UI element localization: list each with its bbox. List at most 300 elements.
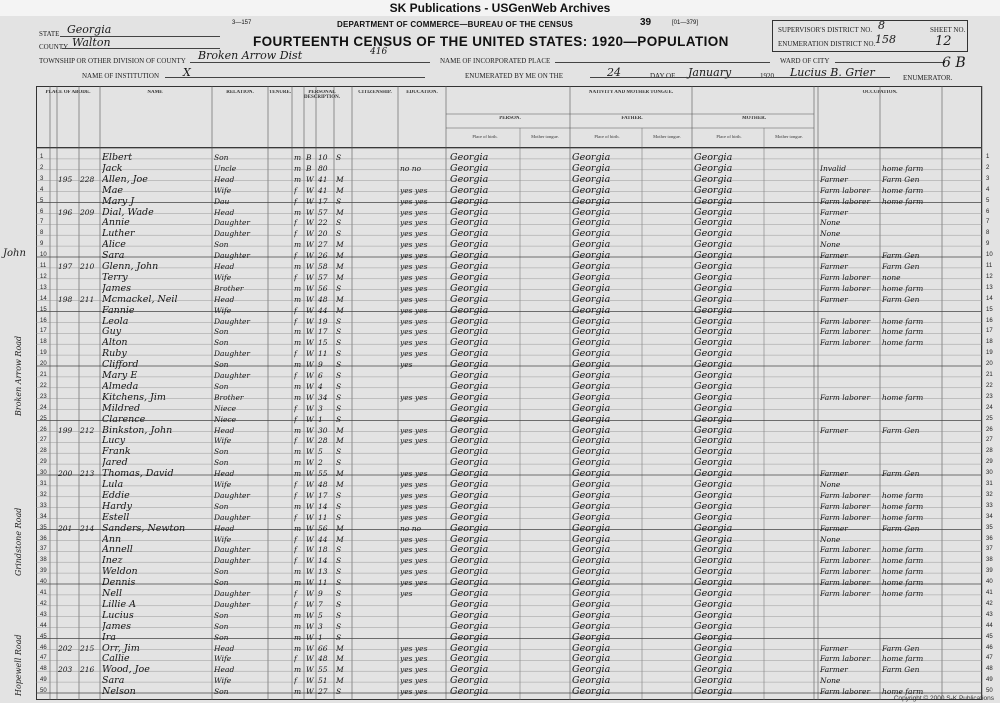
row-number-right: 49	[986, 677, 993, 684]
cell-dw: 203	[58, 665, 73, 675]
cell-race: W	[306, 687, 314, 697]
cell-sex: f	[294, 436, 297, 446]
cell-race: W	[306, 283, 314, 293]
cell-mbirth: Georgia	[694, 261, 733, 272]
cell-name: Lula	[102, 479, 124, 490]
cell-birth: Georgia	[450, 500, 489, 512]
row-number: 24	[40, 404, 47, 411]
cell-age: 3	[318, 403, 323, 413]
cell-race: B	[306, 153, 312, 162]
cell-fbirth: Georgia	[572, 315, 611, 327]
cell-birth: Georgia	[450, 326, 489, 338]
cell-ed: yes yes	[400, 294, 428, 304]
cell-race: W	[306, 436, 314, 446]
row-number: 14	[40, 295, 47, 302]
cell-age: 11	[318, 512, 328, 522]
cell-mbirth: Georgia	[694, 315, 733, 327]
cell-sex: f	[294, 196, 297, 206]
cell-name: James	[102, 620, 131, 632]
cell-age: 9	[318, 589, 323, 598]
cell-race: W	[306, 458, 314, 468]
cell-occ: None	[820, 240, 841, 250]
supervisor-value: 8	[878, 19, 885, 32]
header-person-tongue: Mother tongue.	[531, 134, 559, 139]
cell-fbirth: Georgia	[572, 184, 611, 196]
cell-ed: yes yes	[400, 327, 428, 337]
cell-ms: S	[336, 360, 342, 370]
cell-age: 58	[318, 262, 328, 271]
cell-occ: Farm laborer	[820, 490, 871, 500]
cell-sex: f	[294, 545, 297, 555]
cell-ms: S	[336, 545, 342, 555]
township-value: Broken Arrow Dist	[198, 49, 303, 62]
cell-rel: Son	[214, 360, 229, 370]
cell-name: Weldon	[102, 566, 138, 578]
cell-birth: Georgia	[450, 489, 489, 501]
cell-age: 66	[318, 643, 328, 653]
cell-ms: M	[336, 534, 344, 544]
row-number: 43	[40, 611, 47, 618]
cell-birth: Georgia	[450, 413, 489, 425]
row-number: 1	[40, 154, 44, 160]
header-education: EDUCATION.	[406, 90, 438, 95]
row-number: 19	[40, 350, 47, 357]
row-number-right: 14	[986, 295, 993, 302]
cell-fbirth: Georgia	[572, 217, 611, 229]
cell-rel: Daughter	[214, 589, 250, 598]
cell-ms: S	[336, 283, 342, 293]
cell-age: 55	[318, 665, 328, 675]
cell-ed: yes yes	[400, 196, 428, 206]
cell-fbirth: Georgia	[572, 577, 611, 589]
cell-name: Clarence	[102, 413, 146, 425]
cell-ms: M	[336, 436, 344, 446]
cell-mbirth: Georgia	[694, 446, 733, 458]
cell-age: 5	[318, 610, 323, 620]
cell-birth: Georgia	[450, 468, 489, 480]
enum-year: 1920.	[760, 72, 776, 80]
header-nativity: NATIVITY AND MOTHER TONGUE.	[588, 90, 674, 95]
cell-fbirth: Georgia	[572, 511, 611, 523]
cell-birth: Georgia	[450, 293, 489, 305]
cell-birth: Georgia	[450, 533, 489, 545]
sheet-letter: 6 B	[942, 55, 966, 71]
cell-age: 48	[318, 654, 328, 664]
row-number-right: 47	[986, 655, 993, 662]
cell-occ: Farm laborer	[820, 512, 871, 522]
cell-mbirth: Georgia	[694, 522, 733, 534]
form-number: 3—157	[232, 20, 252, 26]
cell-name: Annie	[102, 217, 130, 229]
cell-rel: Daughter	[214, 251, 250, 261]
cell-ind: home farm	[882, 567, 924, 577]
cell-mbirth: Georgia	[694, 304, 733, 316]
header-citizenship: CITIZENSHIP.	[358, 90, 392, 95]
cell-age: 30	[318, 425, 328, 435]
cell-race: W	[306, 567, 314, 577]
cell-fbirth: Georgia	[572, 424, 611, 436]
cell-mbirth: Georgia	[694, 250, 733, 262]
cell-race: W	[306, 534, 314, 544]
cell-fam: 210	[80, 262, 95, 271]
cell-sex: f	[294, 480, 297, 489]
cell-birth: Georgia	[450, 522, 489, 534]
cell-race: W	[306, 578, 314, 588]
cell-ed: yes yes	[400, 578, 428, 588]
cell-ms: S	[336, 349, 342, 359]
cell-age: 9	[318, 360, 323, 370]
cell-name: Orr, Jim	[102, 642, 140, 654]
row-number-right: 9	[986, 241, 990, 248]
cell-ms: S	[336, 687, 342, 697]
row-number: 38	[40, 557, 47, 564]
cell-ind: Farm Gen	[882, 174, 920, 184]
cell-age: 56	[318, 523, 328, 533]
cell-name: Almeda	[102, 380, 139, 392]
cell-ms: S	[336, 381, 342, 391]
cell-ed: yes yes	[400, 676, 428, 686]
row-number-right: 43	[986, 611, 993, 618]
cell-rel: Daughter	[214, 512, 250, 522]
cell-mbirth: Georgia	[694, 239, 733, 251]
cell-name: Estell	[102, 511, 130, 523]
cell-rel: Daughter	[214, 599, 250, 609]
cell-rel: Head	[214, 207, 235, 217]
cell-fbirth: Georgia	[572, 620, 611, 632]
cell-ind: home farm	[882, 556, 924, 566]
cell-occ: None	[820, 676, 841, 686]
row-number-right: 23	[986, 393, 993, 400]
cell-ind: home farm	[882, 196, 924, 206]
cell-ms: S	[336, 458, 342, 468]
cell-mbirth: Georgia	[694, 293, 733, 305]
cell-mbirth: Georgia	[694, 184, 733, 196]
cell-occ: Farmer	[820, 469, 848, 479]
cell-occ: None	[820, 229, 841, 239]
row-number-right: 34	[986, 513, 993, 520]
cell-rel: Head	[214, 665, 235, 675]
cell-dw: 196	[58, 207, 73, 217]
state-value: Georgia	[67, 23, 112, 36]
cell-ed: yes	[400, 589, 413, 598]
cell-occ: Farm laborer	[820, 392, 871, 402]
cell-race: W	[306, 589, 314, 598]
cell-ms: S	[336, 196, 342, 206]
cell-race: W	[306, 272, 314, 282]
cell-fam: 228	[80, 174, 95, 184]
cell-birth: Georgia	[450, 555, 489, 567]
cell-race: W	[306, 174, 314, 184]
cell-birth: Georgia	[450, 380, 489, 392]
row-number-right: 13	[986, 284, 993, 291]
cell-sex: f	[294, 490, 297, 500]
cell-sex: f	[294, 251, 297, 261]
row-number: 28	[40, 448, 47, 455]
cell-occ: Farm laborer	[820, 185, 871, 195]
cell-rel: Dau	[214, 196, 230, 206]
row-number: 16	[40, 317, 47, 324]
cell-ms: M	[336, 251, 344, 261]
row-number: 17	[40, 328, 47, 335]
row-number-right: 5	[986, 197, 990, 204]
row-number: 21	[40, 372, 47, 378]
cell-mbirth: Georgia	[694, 479, 733, 490]
cell-occ: Farmer	[820, 643, 848, 653]
cell-fbirth: Georgia	[572, 522, 611, 534]
header-mother-tongue: Mother tongue.	[775, 134, 803, 139]
sheet-value: 12	[935, 34, 952, 49]
cell-age: 27	[318, 240, 328, 250]
cell-mbirth: Georgia	[694, 544, 733, 556]
margin-note-road-3: Hopewell Road	[14, 634, 23, 696]
cell-sex: m	[294, 567, 302, 577]
cell-ms: S	[336, 512, 342, 522]
cell-race: W	[306, 196, 314, 206]
state-label: STATE	[39, 30, 60, 38]
header-father-tongue: Mother tongue.	[653, 134, 681, 139]
cell-race: W	[306, 240, 314, 250]
cell-rel: Son	[214, 578, 229, 588]
cell-fbirth: Georgia	[572, 544, 611, 556]
cell-fbirth: Georgia	[572, 348, 611, 360]
supervisor-label: SUPERVISOR'S DISTRICT NO.	[778, 26, 873, 34]
cell-age: 3	[318, 621, 323, 631]
cell-birth: Georgia	[450, 152, 489, 163]
cell-ind: home farm	[882, 578, 924, 588]
cell-race: W	[306, 665, 314, 675]
cell-sex: f	[294, 403, 297, 413]
row-number-right: 11	[986, 263, 993, 269]
cell-ed: yes yes	[400, 512, 428, 522]
cell-fam: 211	[80, 294, 95, 304]
cell-birth: Georgia	[450, 217, 489, 229]
row-number-right: 28	[986, 448, 993, 455]
cell-ind: home farm	[882, 589, 924, 598]
row-number: 50	[40, 688, 47, 695]
margin-note-road-2: Grindstone Road	[14, 507, 23, 576]
cell-rel: Son	[214, 501, 229, 511]
cell-race: W	[306, 414, 314, 424]
cell-fbirth: Georgia	[572, 173, 611, 185]
row-number: 41	[40, 590, 47, 596]
cell-fbirth: Georgia	[572, 228, 611, 240]
cell-race: W	[306, 556, 314, 566]
cell-birth: Georgia	[450, 588, 489, 599]
page-title: FOURTEENTH CENSUS OF THE UNITED STATES: 1920—POPULATION	[253, 34, 729, 49]
header-mother-birth: Place of birth.	[716, 134, 742, 139]
cell-name: Terry	[102, 271, 128, 283]
row-number-right: 44	[986, 622, 993, 629]
cell-age: 57	[318, 272, 328, 282]
cell-name: James	[102, 282, 131, 294]
cell-age: 5	[318, 447, 323, 457]
cell-fam: 215	[80, 643, 95, 653]
cell-age: 15	[318, 338, 328, 348]
cell-age: 41	[318, 174, 328, 184]
cell-fbirth: Georgia	[572, 391, 611, 403]
cell-race: W	[306, 327, 314, 337]
cell-age: 57	[318, 207, 328, 217]
cell-ind: Farm Gen	[882, 262, 920, 271]
cell-ind: home farm	[882, 283, 924, 293]
cell-race: W	[306, 294, 314, 304]
cell-fbirth: Georgia	[572, 588, 611, 599]
cell-sex: m	[294, 665, 302, 675]
cell-fbirth: Georgia	[572, 566, 611, 578]
cell-sex: m	[294, 360, 302, 370]
row-number: 39	[40, 568, 47, 575]
cell-birth: Georgia	[450, 304, 489, 316]
cell-occ: Farm laborer	[820, 272, 871, 282]
cell-mbirth: Georgia	[694, 271, 733, 283]
cell-fbirth: Georgia	[572, 533, 611, 545]
cell-birth: Georgia	[450, 631, 489, 643]
institution-value: X	[183, 66, 191, 79]
cell-name: Glenn, John	[102, 261, 159, 272]
cell-fbirth: Georgia	[572, 686, 611, 698]
cell-fbirth: Georgia	[572, 642, 611, 654]
cell-name: Mildred	[102, 402, 141, 414]
cell-ind: home farm	[882, 185, 924, 195]
cell-occ: None	[820, 480, 841, 489]
cell-name: Alice	[102, 239, 126, 251]
cell-mbirth: Georgia	[694, 620, 733, 632]
row-number: 2	[40, 164, 44, 171]
cell-age: 6	[318, 371, 323, 380]
cell-ed: yes yes	[400, 567, 428, 577]
cell-ed: yes yes	[400, 545, 428, 555]
cell-ed: yes yes	[400, 349, 428, 359]
cell-sex: f	[294, 556, 297, 566]
cell-ed: yes yes	[400, 218, 428, 228]
cell-age: 13	[318, 567, 328, 577]
cell-ms: M	[336, 294, 344, 304]
township-label: TOWNSHIP OR OTHER DIVISION OF COUNTY	[39, 57, 186, 65]
cell-race: W	[306, 632, 314, 642]
cell-birth: Georgia	[450, 435, 489, 447]
cell-fbirth: Georgia	[572, 598, 611, 610]
cell-mbirth: Georgia	[694, 588, 733, 599]
cell-birth: Georgia	[450, 402, 489, 414]
row-number-right: 33	[986, 502, 993, 509]
cell-ms: M	[336, 305, 344, 315]
row-number-right: 40	[986, 579, 993, 586]
cell-sex: f	[294, 589, 297, 598]
cell-race: W	[306, 349, 314, 359]
cell-race: W	[306, 392, 314, 402]
cell-ed: yes yes	[400, 251, 428, 261]
row-number: 34	[40, 513, 47, 520]
cell-fbirth: Georgia	[572, 555, 611, 567]
archive-banner: SK Publications - USGenWeb Archives	[0, 0, 1000, 16]
cell-ed: yes yes	[400, 480, 428, 489]
cell-fbirth: Georgia	[572, 271, 611, 283]
cell-fam: 216	[80, 665, 95, 675]
cell-age: 44	[318, 534, 328, 544]
cell-race: W	[306, 338, 314, 348]
row-number: 10	[40, 252, 47, 259]
cell-sex: f	[294, 534, 297, 544]
cell-fbirth: Georgia	[572, 261, 611, 272]
cell-occ: Farm laborer	[820, 589, 871, 598]
cell-rel: Uncle	[214, 163, 237, 173]
cell-birth: Georgia	[450, 370, 489, 381]
cell-age: 17	[318, 327, 328, 337]
cell-ind: Farm Gen	[882, 523, 920, 533]
cell-race: W	[306, 610, 314, 620]
cell-ed: yes yes	[400, 436, 428, 446]
cell-ed: yes yes	[400, 490, 428, 500]
cell-ms: S	[336, 632, 342, 642]
cell-ms: S	[336, 327, 342, 337]
cell-ed: yes yes	[400, 185, 428, 195]
cell-name: Ann	[102, 533, 122, 545]
cell-mbirth: Georgia	[694, 424, 733, 436]
row-number: 31	[40, 481, 47, 487]
row-number-right: 8	[986, 230, 990, 237]
cell-name: Sara	[102, 250, 125, 262]
cell-ind: Farm Gen	[882, 643, 920, 653]
cell-ms: M	[336, 272, 344, 282]
cell-occ: Farm laborer	[820, 501, 871, 511]
row-number-right: 26	[986, 426, 993, 433]
cell-fbirth: Georgia	[572, 435, 611, 447]
cell-name: Mary J	[102, 195, 135, 207]
cell-mbirth: Georgia	[694, 402, 733, 414]
cell-age: 17	[318, 196, 328, 206]
header-father-birth: Place of birth.	[594, 134, 620, 139]
cell-sex: f	[294, 512, 297, 522]
cell-sex: m	[294, 294, 302, 304]
cell-fbirth: Georgia	[572, 337, 611, 349]
place-label: NAME OF INCORPORATED PLACE	[440, 57, 551, 65]
row-number-right: 39	[986, 568, 993, 575]
cell-ms: S	[336, 414, 342, 424]
cell-occ: None	[820, 218, 841, 228]
cell-mbirth: Georgia	[694, 359, 733, 371]
cell-ms: M	[336, 523, 344, 533]
cell-fam: 214	[80, 523, 95, 533]
cell-sex: m	[294, 153, 302, 162]
cell-name: Allen, Joe	[102, 173, 148, 185]
form-id: [01—379]	[672, 20, 699, 26]
cell-mbirth: Georgia	[694, 664, 733, 676]
cell-sex: m	[294, 578, 302, 588]
cell-age: 11	[318, 578, 328, 588]
cell-ed: yes yes	[400, 283, 428, 293]
cell-birth: Georgia	[450, 479, 489, 490]
cell-birth: Georgia	[450, 250, 489, 262]
cell-mbirth: Georgia	[694, 326, 733, 338]
cell-race: W	[306, 229, 314, 239]
cell-ind: Farm Gen	[882, 665, 920, 675]
cell-birth: Georgia	[450, 282, 489, 294]
cell-name: Inez	[102, 555, 123, 567]
cell-occ: Farm laborer	[820, 654, 871, 664]
cell-name: Mcmackel, Neil	[102, 293, 178, 305]
cell-ind: home farm	[882, 501, 924, 511]
cell-birth: Georgia	[450, 391, 489, 403]
cell-occ: Farm laborer	[820, 578, 871, 588]
cell-race: W	[306, 360, 314, 370]
cell-ed: no no	[400, 163, 422, 173]
cell-age: 1	[318, 414, 323, 424]
row-number-right: 21	[986, 372, 993, 378]
cell-race: W	[306, 218, 314, 228]
cell-rel: Wife	[214, 436, 232, 446]
cell-ms: M	[336, 654, 344, 664]
cell-name: Eddie	[102, 489, 130, 501]
